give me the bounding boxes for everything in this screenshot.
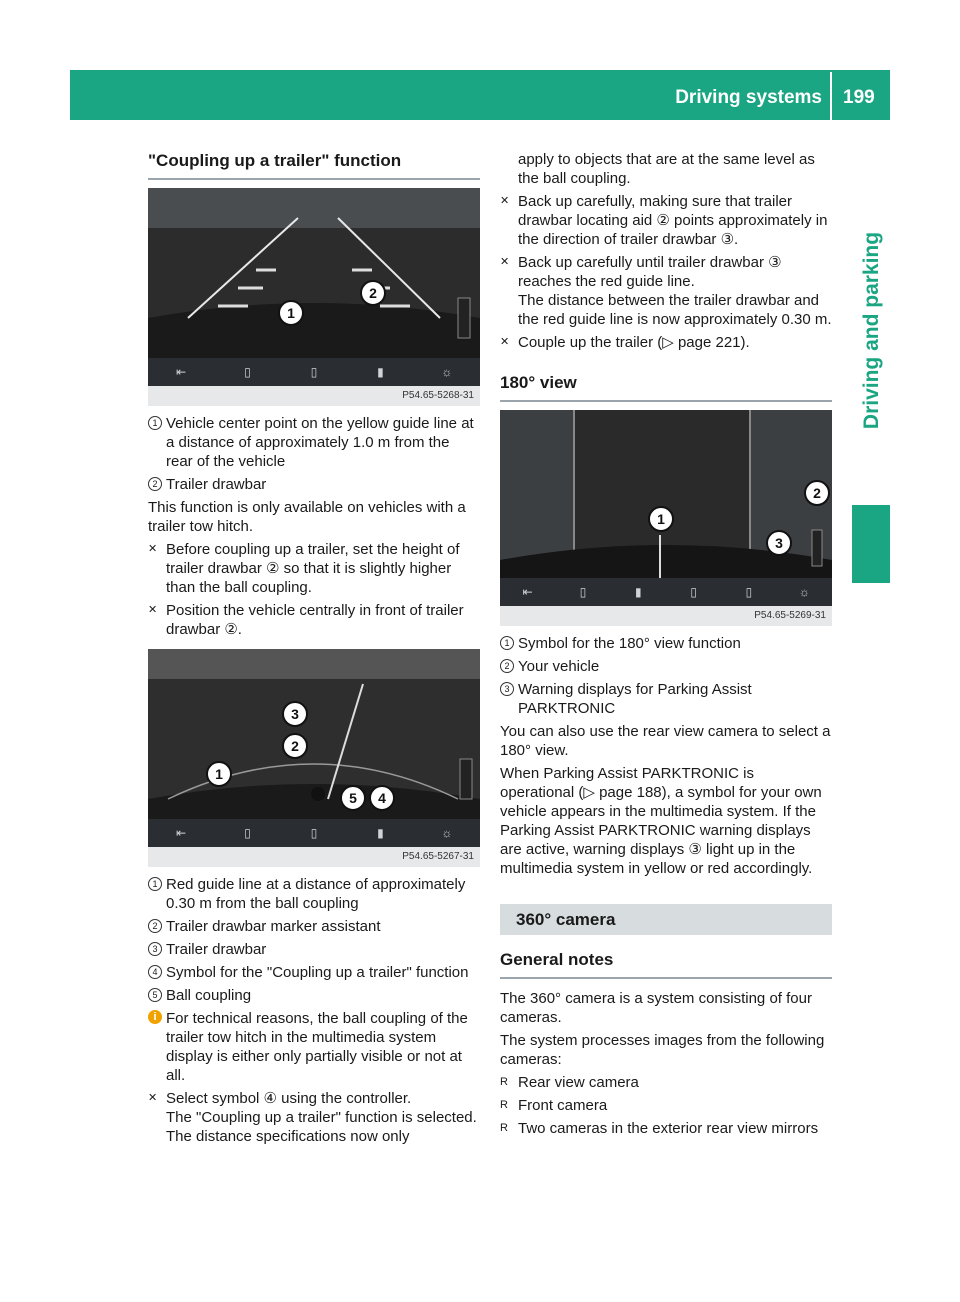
caption-text: Warning displays for Parking Assist PARKTRONIC [518, 681, 752, 717]
heading-rule [148, 178, 480, 180]
caption-item [148, 963, 480, 982]
brightness-icon[interactable]: ☼ [441, 364, 453, 379]
caption-item [148, 875, 480, 913]
image-reference: P54.65-5267-31 [148, 847, 480, 867]
caption-number: 3 [500, 682, 514, 696]
caption-number: 2 [148, 477, 162, 491]
caption-item [148, 940, 480, 959]
callout-3: 3 [766, 530, 792, 556]
caption-number: 1 [500, 636, 514, 650]
coupling-heading: "Coupling up a trailer" function [148, 151, 402, 170]
step-item [500, 192, 832, 249]
callout-5: 5 [340, 785, 366, 811]
page-number: 199 [843, 87, 875, 108]
camera-mode-icon[interactable]: ▯ [310, 364, 318, 379]
callout-3: 3 [282, 701, 308, 727]
caption-text: Vehicle center point on the yellow guide line at a distance of approximately 1.0 m from the rear of the vehicle [166, 415, 474, 470]
step-text: Couple up the trailer (▷ page 221). [518, 334, 750, 351]
brightness-icon[interactable]: ☼ [798, 584, 810, 599]
step-text: Back up carefully until trailer drawbar ③ reaches the red guide line. [518, 254, 782, 290]
step-arrow-icon: ✕ [148, 543, 158, 555]
caption-item [148, 475, 480, 494]
caption-number: 1 [148, 416, 162, 430]
caption-text: Trailer drawbar [166, 941, 267, 958]
callout-1: 1 [278, 300, 304, 326]
camera-360-description: The 360° camera is a system consisting of four cameras. [500, 990, 812, 1026]
caption-number: 3 [148, 942, 162, 956]
step-arrow-icon: ✕ [500, 336, 510, 348]
camera-mode-icon[interactable]: ▯ [244, 825, 251, 840]
camera-mode-icon[interactable]: ▯ [310, 825, 318, 840]
step-arrow-icon: ✕ [148, 1092, 158, 1104]
heading-rule [500, 977, 832, 979]
caption-item [500, 634, 832, 653]
callout-1: 1 [206, 761, 232, 787]
camera-control-bar [148, 819, 480, 847]
list-text: Rear view camera [518, 1074, 639, 1091]
availability-note: This function is only available on vehicles with a trailer tow hitch. [148, 499, 466, 535]
callout-2: 2 [804, 480, 830, 506]
camera-mode-icon[interactable]: ▯ [579, 584, 587, 599]
bullet-icon: R [500, 1122, 508, 1134]
image-reference: P54.65-5269-31 [500, 606, 832, 626]
view-180-symbol-icon[interactable]: ▮ [635, 584, 642, 599]
bullet-icon: R [500, 1076, 508, 1088]
step-item [500, 253, 832, 329]
view-180-note: You can also use the rear view camera to select a 180° view. [500, 723, 831, 759]
step-text: Select symbol ④ using the controller. [166, 1090, 412, 1107]
step-item [500, 333, 832, 352]
caption-item [148, 986, 480, 1005]
caption-number: 2 [148, 919, 162, 933]
info-icon: i [148, 1010, 162, 1024]
caption-text: Trailer drawbar [166, 476, 267, 493]
callout-1: 1 [648, 506, 674, 532]
camera-control-bar [148, 358, 480, 386]
camera-mode-icon[interactable]: ▯ [244, 364, 251, 379]
trailer-symbol-icon[interactable]: ▮ [377, 364, 384, 379]
callout-2: 2 [282, 733, 308, 759]
list-item [500, 1073, 832, 1092]
step-item [148, 540, 480, 597]
caption-number: 4 [148, 965, 162, 979]
caption-item [148, 917, 480, 936]
caption-text: Ball coupling [166, 987, 252, 1004]
general-notes-heading: General notes [500, 950, 614, 969]
camera-mode-icon[interactable]: ▯ [690, 584, 697, 599]
step-note: The distance between the trailer drawbar and the red guide line is now approximately 0.30 m. [518, 292, 832, 328]
caption-item [148, 414, 480, 471]
bullet-icon: R [500, 1099, 508, 1111]
camera-view [148, 649, 480, 819]
caption-text: Symbol for the "Coupling up a trailer" function [166, 964, 469, 981]
side-tab-label: Driving and parking [860, 231, 884, 429]
camera-mode-icon[interactable]: ▯ [745, 584, 753, 599]
back-icon[interactable]: ⇤ [522, 584, 533, 599]
info-note [148, 1009, 480, 1085]
trailer-symbol-icon[interactable]: ▮ [377, 825, 384, 840]
camera-control-bar [500, 578, 832, 606]
step-note: The "Coupling up a trailer" function is selected. The distance specifications now only [166, 1109, 477, 1145]
caption-text: Your vehicle [518, 658, 600, 675]
parktronic-note: When Parking Assist PARKTRONIC is operational (▷ page 188), a symbol for your own vehicle appears in the multimedia system. If the Parking Assist PARKTRONIC warning displays are active, warning displays ③ light up in the multimedia system in yellow or red accordingly. [500, 765, 822, 877]
step-arrow-icon: ✕ [500, 256, 510, 268]
step-item [148, 1089, 480, 1146]
list-text: Front camera [518, 1097, 608, 1114]
step-arrow-icon: ✕ [500, 195, 510, 207]
callout-2: 2 [360, 280, 386, 306]
side-tab-block [852, 505, 890, 583]
step-text: Back up carefully, making sure that trailer drawbar locating aid ② points approximately in the direction of trailer drawbar ③. [518, 193, 828, 248]
step-text: Position the vehicle centrally in front of trailer drawbar ②. [166, 602, 464, 638]
section-title: Driving systems [675, 87, 822, 108]
caption-number: 2 [500, 659, 514, 673]
back-icon[interactable]: ⇤ [176, 364, 187, 379]
camera-image-coupling-1 [148, 188, 480, 386]
left-column [148, 150, 480, 1150]
header-divider [830, 72, 832, 120]
caption-text: Trailer drawbar marker assistant [166, 918, 381, 935]
caption-number: 1 [148, 877, 162, 891]
continued-text: apply to objects that are at the same level as the ball coupling. [518, 151, 815, 187]
camera-360-section: 360° camera [500, 904, 832, 935]
step-text: Before coupling up a trailer, set the height of trailer drawbar ② so that it is slightly higher than the ball coupling. [166, 541, 460, 596]
step-arrow-icon: ✕ [148, 604, 158, 616]
brightness-icon[interactable]: ☼ [441, 825, 453, 840]
caption-number: 5 [148, 988, 162, 1002]
list-item [500, 1119, 832, 1138]
right-column [500, 150, 832, 1142]
info-text: For technical reasons, the ball coupling of the trailer tow hitch in the multimedia system display is either only partially visible or not at all. [166, 1010, 468, 1084]
callout-4: 4 [369, 785, 395, 811]
camera-360-sources: The system processes images from the following cameras: [500, 1032, 825, 1068]
view-180-heading: 180° view [500, 373, 577, 392]
list-item [500, 1096, 832, 1115]
camera-view [148, 188, 480, 358]
heading-rule [500, 400, 832, 402]
back-icon[interactable]: ⇤ [176, 825, 187, 840]
side-tab [855, 180, 889, 480]
caption-text: Red guide line at a distance of approximately 0.30 m from the ball coupling [166, 876, 466, 912]
caption-text: Symbol for the 180° view function [518, 635, 741, 652]
caption-item [500, 680, 832, 718]
step-item [148, 601, 480, 639]
camera-image-coupling-2 [148, 649, 480, 847]
image-reference: P54.65-5268-31 [148, 386, 480, 406]
caption-item [500, 657, 832, 676]
list-text: Two cameras in the exterior rear view mirrors [518, 1120, 819, 1137]
camera-image-180 [500, 410, 832, 606]
